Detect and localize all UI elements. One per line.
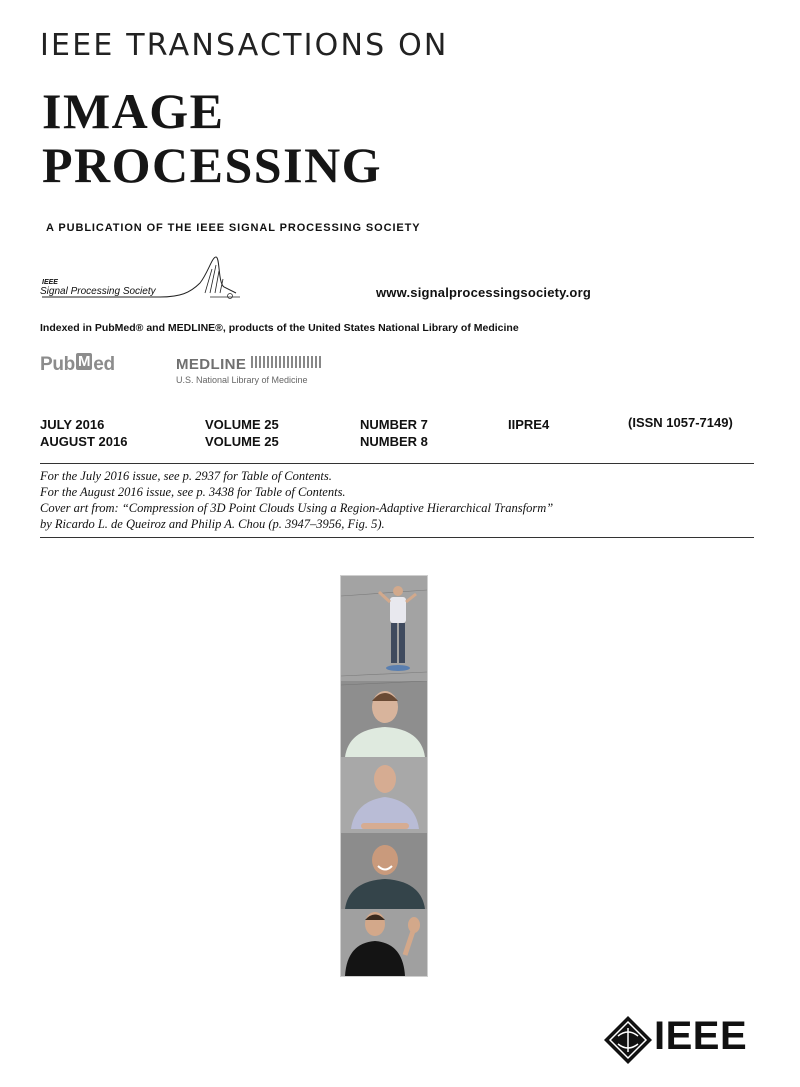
cover-panel-dark-shirt	[341, 833, 427, 909]
cover-panel-checked-shirt	[341, 757, 427, 833]
pubmed-logo-post: ed	[93, 354, 115, 375]
medline-logo	[176, 356, 321, 385]
note-august-toc: For the August 2016 issue, see p. 3438 for Table of Contents.	[40, 485, 346, 499]
note-july-toc: For the July 2016 issue, see p. 2937 for Table of Contents.	[40, 469, 332, 483]
journal-title-line1: IMAGE	[42, 83, 225, 139]
issue-volume-july: VOLUME 25	[205, 417, 279, 432]
publication-line: A PUBLICATION OF THE IEEE SIGNAL PROCESSING SOCIETY	[46, 222, 421, 234]
ieee-logo	[604, 1010, 764, 1070]
issn: (ISSN 1057-7149)	[628, 415, 733, 430]
note-cover-art: Cover art from: “Compression of 3D Point Clouds Using a Region-Adaptive Hierarchical Transform”	[40, 501, 554, 515]
issue-volume-august: VOLUME 25	[205, 434, 279, 449]
cover-panel-light-shirt	[341, 681, 427, 757]
sps-logo-abbrev: IEEE	[42, 279, 58, 286]
man-light-shirt-figure	[341, 681, 427, 757]
issue-date-july: JULY 2016	[40, 417, 105, 432]
bottom-rule	[40, 537, 754, 538]
medline-logo-word: MEDLINE	[176, 356, 247, 373]
waving-man-figure	[341, 909, 427, 976]
cover-art-strip	[340, 575, 428, 977]
cover-panel-full-body	[341, 576, 427, 681]
issue-number-july: NUMBER 7	[360, 417, 428, 432]
pubmed-logo-pre: Pub	[40, 354, 75, 375]
smiling-man-figure	[341, 833, 427, 909]
medline-bars-icon	[251, 356, 321, 368]
sps-wave-icon	[40, 253, 250, 303]
cover-panel-black-shirt	[341, 909, 427, 976]
medline-logo-sub: U.S. National Library of Medicine	[176, 375, 308, 385]
note-cover-authors: by Ricardo L. de Queiroz and Philip A. Chou (p. 3947–3956, Fig. 5).	[40, 517, 385, 531]
pubmed-logo-box: M	[78, 353, 91, 370]
ieee-diamond-icon	[604, 1016, 652, 1064]
issue-date-august: AUGUST 2016	[40, 434, 128, 449]
series-title: IEEE TRANSACTIONS ON	[40, 28, 449, 63]
ieee-logo-word: IEEE	[654, 1014, 748, 1058]
indexed-statement: Indexed in PubMed® and MEDLINE®, products of the United States National Library of Medicine	[40, 322, 519, 334]
journal-code: IIPRE4	[508, 417, 550, 432]
society-website[interactable]: www.signalprocessingsociety.org	[376, 285, 591, 300]
full-body-figure	[341, 576, 427, 681]
top-rule	[40, 463, 754, 464]
journal-title-line2: PROCESSING	[42, 137, 383, 193]
bald-man-figure	[341, 757, 427, 833]
signal-processing-society-logo	[40, 253, 250, 303]
pubmed-logo	[40, 354, 115, 376]
issue-number-august: NUMBER 8	[360, 434, 428, 449]
sps-logo-name: Signal Processing Society	[40, 286, 156, 297]
